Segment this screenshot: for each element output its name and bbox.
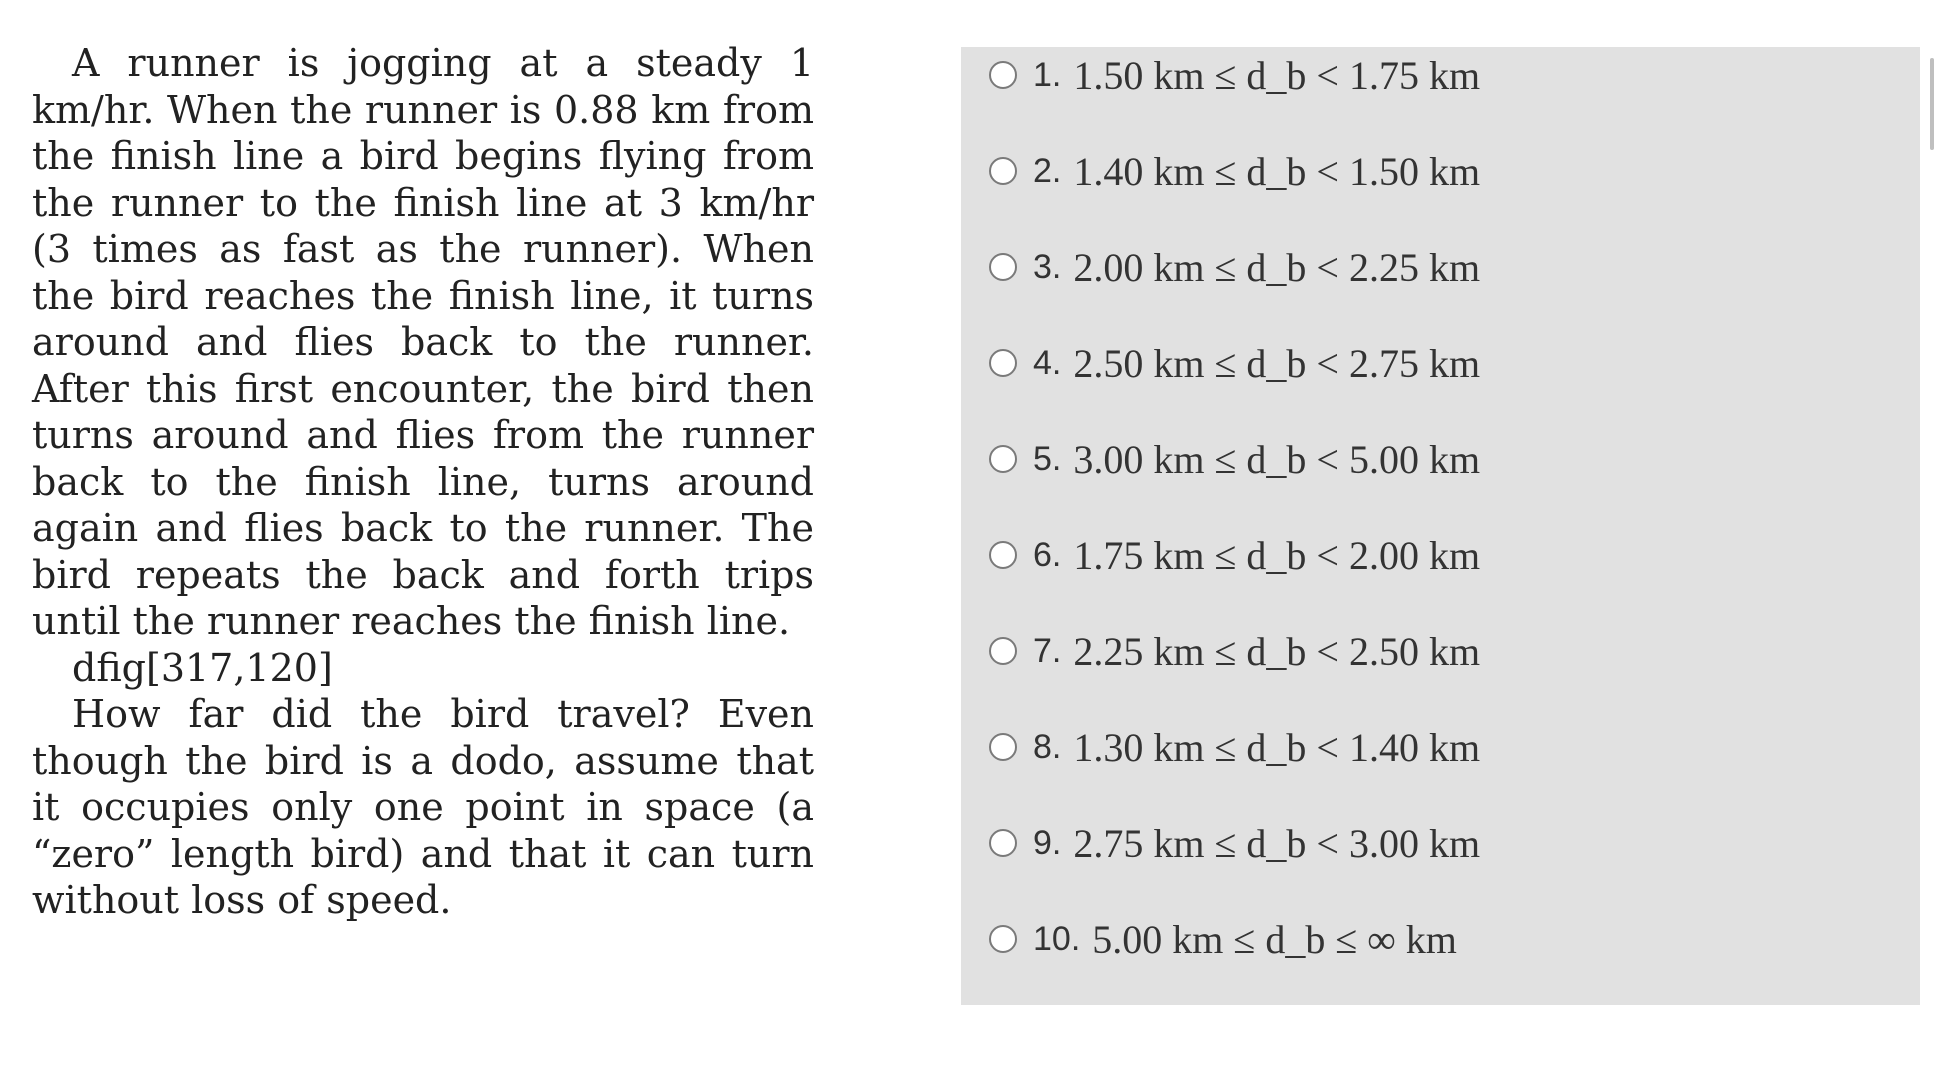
option-number: 1. (1033, 55, 1062, 94)
option-text: 2.50 km ≤ d_b < 2.75 km (1073, 340, 1481, 386)
option-text: 3.00 km ≤ d_b < 5.00 km (1073, 436, 1481, 482)
answer-option-4[interactable] (989, 335, 1480, 391)
answer-option-9[interactable] (989, 815, 1480, 871)
answer-option-1[interactable] (989, 47, 1480, 103)
answer-options-panel (961, 47, 1920, 1005)
option-text: 2.75 km ≤ d_b < 3.00 km (1073, 820, 1481, 866)
radio-button[interactable] (989, 157, 1017, 185)
radio-button[interactable] (989, 829, 1017, 857)
radio-button[interactable] (989, 61, 1017, 89)
figure-placeholder: dfig[317,120] (72, 645, 333, 690)
option-number: 8. (1033, 727, 1062, 766)
radio-button[interactable] (989, 541, 1017, 569)
answer-option-6[interactable] (989, 527, 1480, 583)
option-number: 9. (1033, 823, 1062, 862)
option-text: 2.00 km ≤ d_b < 2.25 km (1073, 244, 1481, 290)
radio-button[interactable] (989, 445, 1017, 473)
option-text: 2.25 km ≤ d_b < 2.50 km (1073, 628, 1481, 674)
option-text: 1.50 km ≤ d_b < 1.75 km (1073, 52, 1481, 98)
radio-button[interactable] (989, 349, 1017, 377)
option-text: 1.40 km ≤ d_b < 1.50 km (1073, 148, 1481, 194)
option-text: 1.75 km ≤ d_b < 2.00 km (1073, 532, 1481, 578)
answer-option-3[interactable] (989, 239, 1480, 295)
option-number: 7. (1033, 631, 1062, 670)
answer-option-5[interactable] (989, 431, 1480, 487)
radio-button[interactable] (989, 925, 1017, 953)
option-number: 6. (1033, 535, 1062, 574)
question-paragraph-1: A runner is jogging at a steady 1 km/hr. When the runner is 0.88 km from the finish line a bird begins flying from the runner to the finish line at 3 km/hr (3 times as fast as the runner). When the bird reaches the finish line, it turns around and flies back to the runner. After this first encounter, the bird then turns around and flies from the runner back to the finish line, turns around again and flies back to the runner. The bird repeats the back and forth trips until the runner reaches the finish line. (32, 41, 814, 643)
option-number: 3. (1033, 247, 1062, 286)
radio-button[interactable] (989, 637, 1017, 665)
scrollbar-handle[interactable] (1930, 58, 1934, 150)
option-text: 5.00 km ≤ d_b ≤ ∞ km (1092, 916, 1457, 962)
radio-button[interactable] (989, 253, 1017, 281)
question-paragraph-2: How far did the bird travel? Even though the bird is a dodo, assume that it occupies only one point in space (a “zero” length bird) and that it can turn without loss of speed. (32, 692, 814, 922)
option-number: 4. (1033, 343, 1062, 382)
option-number: 5. (1033, 439, 1062, 478)
option-number: 2. (1033, 151, 1062, 190)
answer-option-10[interactable] (989, 911, 1457, 967)
answer-option-7[interactable] (989, 623, 1480, 679)
option-number: 10. (1033, 919, 1081, 958)
question-panel (32, 40, 814, 924)
option-text: 1.30 km ≤ d_b < 1.40 km (1073, 724, 1481, 770)
answer-option-8[interactable] (989, 719, 1480, 775)
radio-button[interactable] (989, 733, 1017, 761)
answer-option-2[interactable] (989, 143, 1480, 199)
